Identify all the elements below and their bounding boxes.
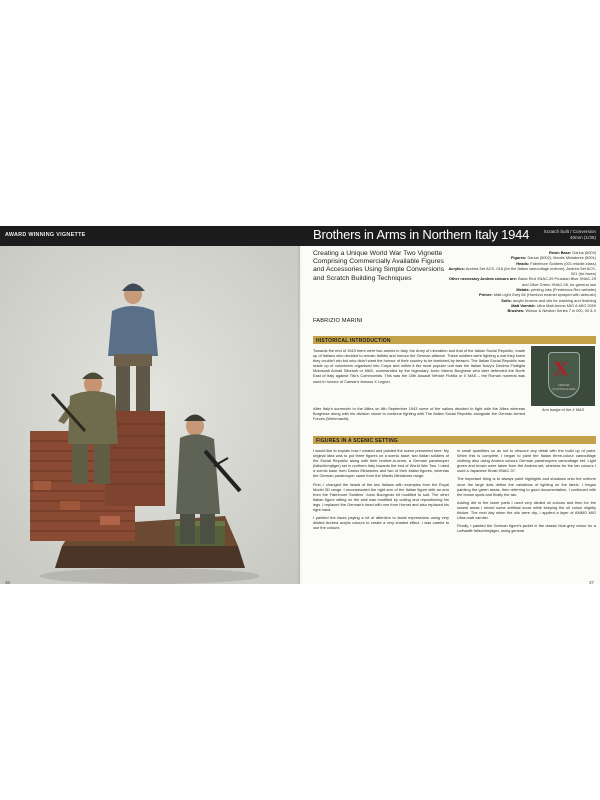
badge-shield [548,352,580,398]
material-line: Primer: Matt Light Grey 64 (Humbrol enamel sprayed with airbrush) [479,292,596,298]
body-paragraph: First, I changed the heads of the two Italians with examples from the Royal Model 3D range. I reconstructed the right arm of the Italian figure with an arm from the Fabrimore Soldiers' Junio Bourgeois kit modified to suit. The other Italian figure sitting on the wall was modified by cutting and repositioning his legs. I replaced the German's head with one from Hornet and also replaced his right hand. [313,481,449,513]
scale-info [544,229,596,241]
magazine-spread [0,226,600,584]
historical-paragraph-2: After Italy's surrender to the Allies on 8th September 1943 some of the sailors decided to fight with the Allies whereas Borghese along with his division chose to continue fighting with The Italian Social Republic alongside the German Armed Forces (Wehrmacht). [313,406,525,422]
author-name: FABRIZIO MARINI [313,318,363,324]
page-number-right: 37 [588,580,594,585]
material-line: Brushes: Winsor & Newton Series 7 in 000, 00 & 0 [507,308,596,314]
historical-paragraph-1: Towards the end of 1943 there were two armies in Italy, the Army of Liberation and that of the Italian Social Republic, made up of Italians who decided to remain faithful and honour the German alliance. These soldiers were fighting a war they knew they couldn't win but who didn't want the honour of their country to be tarnished by treason. The Italian Social Republic was made up of volunteers organised into Corps and within it the most popular unit was the Italian Navy's Decima Flottiglia Motoscafi Armati Siluranti or MAS, commanded by the legendary Junio Valerio Borghese who later defended the North East of Italy against Tito's Communists. This was the 10th Assault Vehicle Flotilla or X MAS – the Roman numeral was used in honour of Caesar's famous X Legion. [313,348,525,384]
scale-line-1: Scratch built / Conversion [543,229,596,234]
badge-caption: Arm badge of the X MAS [542,408,584,412]
body-paragraph: I painted the faces paying a lot of attention to facial expressions using very diluted Andrea acrylic colours to create a very shaded effect. I was careful to use the colours [313,515,449,531]
article-subtitle: Creating a Unique World War Two Vignette Comprising Commercially Available Figures and Accessories Using Simple Conversions and Scratch Building Techniques [313,250,445,282]
body-paragraph: The important thing is to always paint highlights and shadows onto the uniform once the large dots define the variations of lighting on the fabric. I began painting the green areas, then referring to good documentation, I continued with the brown spots and finally the tan. [457,476,596,497]
body-paragraph: I would like to explain how I created and painted the scene presented here. My original idea was to put three figures on a scenic base; two Italian soldiers of the Social Republic along with their brother-in-arms, a German paratrooper (fallschirmjäger) set in northern Italy towards the end of World War Two. I used a scenic base from Darius Miniatures and two of their Italian figures, whereas the German paratrooper came from the Mantis Miniatures range. [313,448,449,479]
body-column-right [457,448,596,536]
figures-section-heading [313,436,596,444]
material-line: Metals: printing inks (Fredericus Rex website) [516,287,596,293]
page-gutter [298,226,302,584]
material-line: Matt Varnish: Ultra Matt Ammo MIG A-MIG 2050 [511,302,596,308]
historical-intro-heading [313,336,596,344]
badge-text: DECIMA FLOTTIGLIA MAS [552,383,576,391]
page-number-left: 36 [5,580,11,585]
material-line: Acrylics: Andrea Set ACS -018 (for the Italian camouflage uniform), Andrea Set ACS-001 (for faces) [448,265,596,277]
material-line: Resin Base: Darius (5003) [549,250,596,255]
material-line: Soils: acrylic browns and oils for washing and finishing [501,297,596,303]
left-page [0,226,300,584]
article-title: Brothers in Arms in Northern Italy 1944 [313,227,530,242]
vignette-photo [0,246,300,584]
body-column-left [313,448,449,533]
material-line: Figures: Darius (5002), Mantis Miniatures (5001) [511,255,596,261]
figures-section-label: FIGURES IN A SCENIC SETTING [316,437,398,444]
materials-list [448,250,596,314]
header-bar [0,226,600,246]
material-line: Heads: Fabrimore Soldiers (001 middle-class) [516,260,596,266]
arm-badge-image [531,346,595,406]
body-paragraph: in small quantities so as not to obscure any detail with the build up of paint. When this is complete, I began to paint the Italian three-colour camouflage clothing also using Andrea colours German paratroopers camouflage set. Light green and brown were taken from the Andrea set, whereas for the tan colours I used a Japanese Khaki XNAC-07. [457,448,596,474]
material-line: Other necessary Andrea colours are: Basic Red XNAC-39 Prussian Blue XNAC-25 and Olive Green XNAC-06, for general use [448,276,596,287]
badge-x-mark: X [554,359,568,380]
body-paragraph: Adding dirt to the lower parts I used very diluted oil colours and then for the lowest areas I mixed some artificial snow while keeping the oil colour slightly thicker. The next day when the oils were dry, I applied a layer of AMMO MIG Ultra-matt varnish. [457,499,596,521]
historical-intro-label: HISTORICAL INTRODUCTION [316,337,391,344]
scale-line-2: 40mm (1/35) [569,235,596,240]
body-paragraph: Finally, I painted the German figure's jacket in the classic blue-grey colour for a Luftwaffe fallschirmjäger, using general [457,523,596,534]
section-tag: AWARD WINNING VIGNETTE [5,232,86,238]
